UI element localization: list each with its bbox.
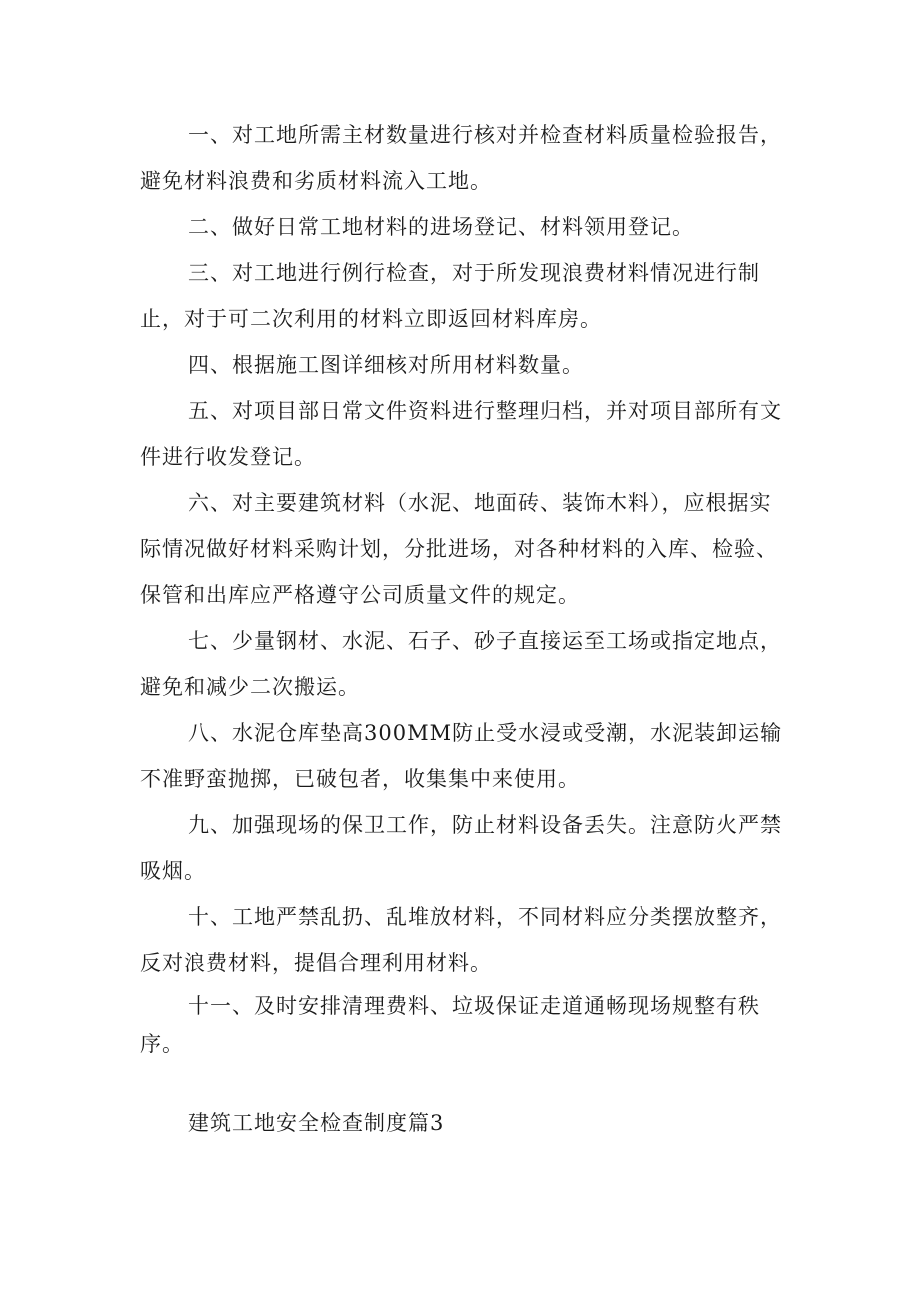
paragraph-1: 一、对工地所需主材数量进行核对并检查材料质量检验报告，避免材料浪费和劣质材料流入工地。 [140,123,782,193]
paragraph-6: 六、对主要建筑材料（水泥、地面砖、装饰木料），应根据实际情况做好材料采购计划，分批进场，对各种材料的入库、检验、保管和出库应严格遵守公司质量文件的规定。 [140,491,778,607]
paragraph-9: 九、加强现场的保卫工作，防止材料设备丢失。注意防火严禁吸烟。 [140,813,782,883]
section-title: 建筑工地安全检查制度篇3 [188,1111,445,1135]
paragraph-2: 二、做好日常工地材料的进场登记、材料领用登记。 [188,215,694,239]
paragraph-5: 五、对项目部日常文件资料进行整理归档，并对项目部所有文件进行收发登记。 [140,399,782,469]
paragraph-4: 四、根据施工图详细核对所用材料数量。 [188,353,584,377]
paragraph-3: 三、对工地进行例行检查，对于所发现浪费材料情况进行制止，对于可二次利用的材料立即返回材料库房。 [140,261,760,331]
paragraph-7: 七、少量钢材、水泥、石子、砂子直接运至工场或指定地点，避免和减少二次搬运。 [140,629,782,699]
paragraph-8: 八、水泥仓库垫高300MM防止受水浸或受潮，水泥装卸运输不准野蛮抛掷，已破包者，收集集中来使用。 [140,721,783,791]
paragraph-10: 十、工地严禁乱扔、乱堆放材料，不同材料应分类摆放整齐，反对浪费材料，提倡合理利用材料。 [140,905,782,975]
paragraph-11: 十一、及时安排清理费料、垃圾保证走道通畅现场规整有秩序。 [140,994,760,1056]
